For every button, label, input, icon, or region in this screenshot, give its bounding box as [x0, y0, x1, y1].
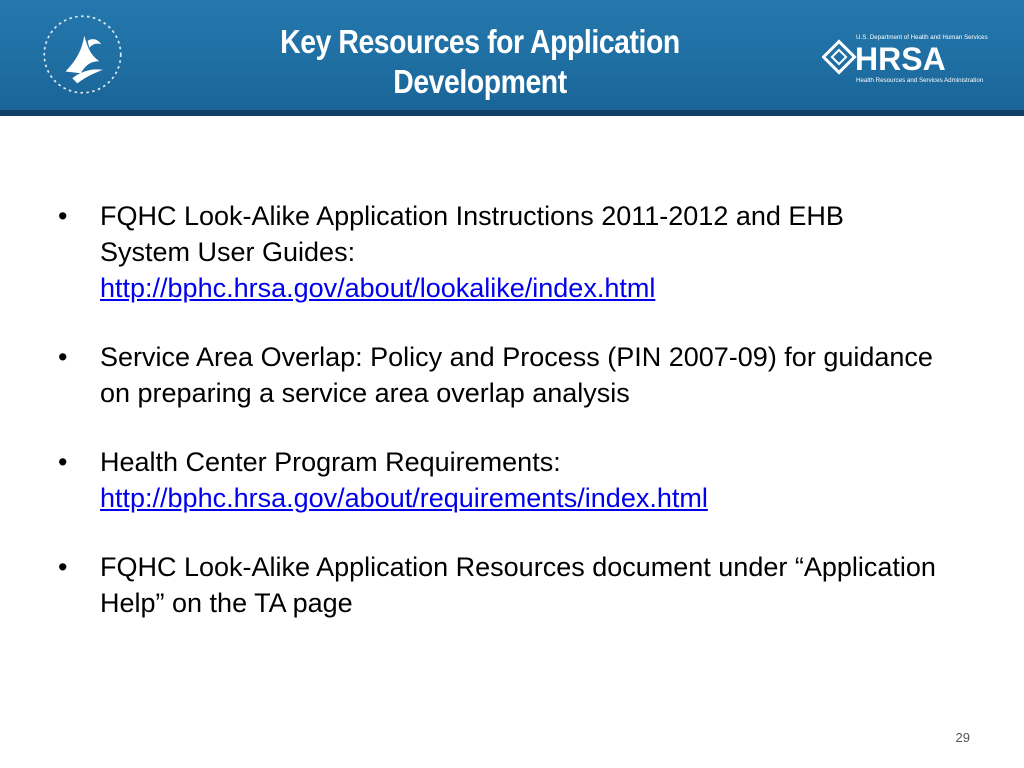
bullet-list [58, 198, 938, 654]
bullet-dot: • [58, 447, 68, 477]
hrsa-wordmark: HRSA [855, 41, 946, 77]
bullet-text: FQHC Look-Alike Application Instructions 2011-2012 and EHB System User Guides: [100, 201, 844, 267]
bullet-text: FQHC Look-Alike Application Resources document under “Application Help” on the TA page [100, 552, 936, 618]
hrsa-logo [822, 30, 990, 86]
bullet-item [58, 549, 938, 621]
header-divider [0, 110, 1024, 116]
bullet-text: Service Area Overlap: Policy and Process (PIN 2007-09) for guidance on preparing a service area overlap analysis [100, 342, 933, 408]
bullet-dot: • [58, 201, 68, 231]
bullet-item [58, 339, 938, 411]
slide-title-line-1: Key Resources for Application [280, 23, 680, 60]
bullet-dot: • [58, 552, 68, 582]
hrsa-dept-text: U.S. Department of Health and Human Services [856, 34, 988, 41]
lookalike-link[interactable]: http://bphc.hrsa.gov/about/lookalike/index.html [100, 273, 656, 303]
bullet-item [58, 444, 938, 516]
hrsa-subtitle: Health Resources and Services Administration [856, 77, 984, 84]
hhs-eagle-icon [40, 12, 125, 97]
requirements-link[interactable]: http://bphc.hrsa.gov/about/requirements/index.html [100, 483, 708, 513]
slide-title [222, 22, 738, 102]
page-number: 29 [955, 730, 970, 745]
hrsa-diamond-icon [823, 41, 854, 72]
slide-header [0, 0, 1024, 110]
bullet-text: Health Center Program Requirements: [100, 447, 561, 477]
slide-title-line-2: Development [393, 63, 567, 100]
bullet-dot: • [58, 342, 68, 372]
bullet-item [58, 198, 938, 306]
